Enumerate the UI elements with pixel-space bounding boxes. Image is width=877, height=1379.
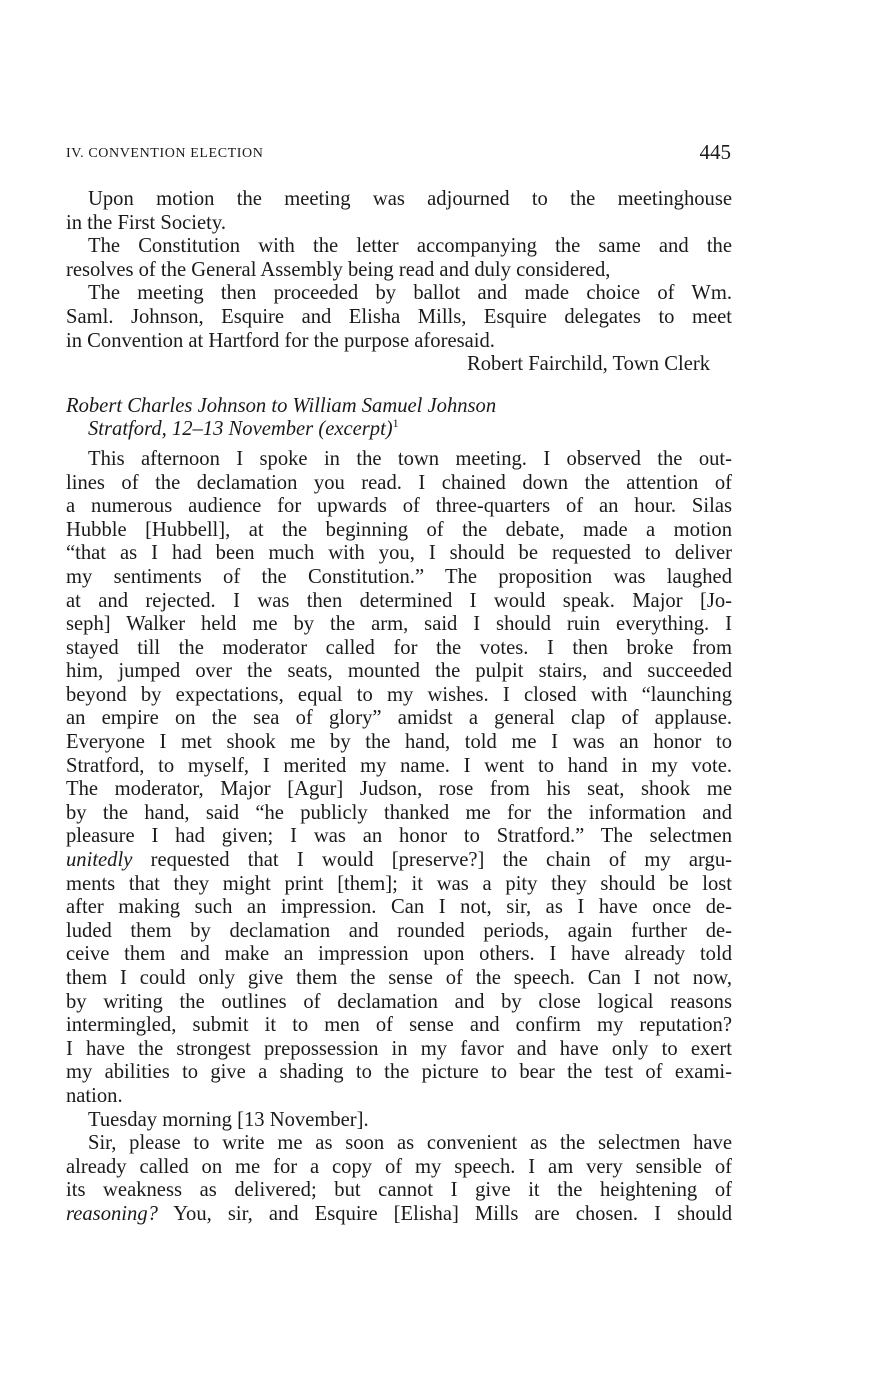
letter-line: by the hand, said “he publicly thanked me for the information and bbox=[66, 801, 732, 824]
letter-line: my abilities to give a shading to the picture to bear the test of exami- bbox=[66, 1061, 732, 1084]
letter-line: Stratford, to myself, I merited my name. I went to hand in my vote. bbox=[66, 754, 732, 777]
letter-line: intermingled, submit it to men of sense and confirm my reputation? bbox=[66, 1014, 732, 1037]
letter-line bbox=[66, 849, 732, 873]
letter-line: an empire on the sea of glory” amidst a general clap of applause. bbox=[66, 707, 732, 730]
meeting-record-line: The meeting then proceeded by ballot and made choice of Wm. bbox=[88, 282, 732, 305]
letter-line: I have the strongest prepossession in my favor and have only to exert bbox=[66, 1037, 732, 1060]
letter-line: them I could only give them the sense of the speech. Can I not now, bbox=[66, 967, 732, 989]
meeting-record-line: The Constitution with the letter accompanying the same and the bbox=[88, 235, 732, 258]
letter-line: Sir, please to write me as soon as convenient as the selectmen have bbox=[88, 1132, 732, 1155]
meeting-record-line: in the First Society. bbox=[66, 211, 226, 234]
letter-line: already called on me for a copy of my speech. I am very sensible of bbox=[66, 1155, 732, 1178]
letter-line: “that as I had been much with you, I should be requested to deliver bbox=[66, 542, 732, 565]
emphasis-unitedly: unitedly bbox=[66, 849, 133, 872]
letter-line: The moderator, Major [Agur] Judson, rose from his seat, shook me bbox=[66, 778, 732, 801]
letter-line: a numerous audience for upwards of three-quarters of an hour. Silas bbox=[66, 495, 732, 518]
footnote-marker: 1 bbox=[392, 416, 399, 431]
letter-line: Everyone I met shook me by the hand, told me I was an honor to bbox=[66, 731, 732, 754]
letter-line-text: You, sir, and Esquire [Elisha] Mills are chosen. I should bbox=[157, 1202, 732, 1225]
letter-line: at and rejected. I was then determined I would speak. Major [Jo- bbox=[66, 589, 732, 612]
section-gap bbox=[66, 377, 732, 395]
letter-line: my sentiments of the Constitution.” The proposition was laughed bbox=[66, 565, 732, 588]
meeting-record bbox=[66, 188, 732, 377]
document-subtitle-text: Stratford, 12–13 November (excerpt) bbox=[88, 418, 393, 441]
town-clerk-signature: Robert Fairchild, Town Clerk bbox=[467, 353, 710, 376]
document-title: Robert Charles Johnson to William Samuel Johnson bbox=[66, 394, 497, 417]
letter-line: by writing the outlines of declamation and by close logical reasons bbox=[66, 990, 732, 1013]
letter-line bbox=[66, 1203, 732, 1227]
letter-line: luded them by declamation and rounded periods, again further de- bbox=[66, 919, 732, 942]
letter-line: beyond by expectations, equal to my wishes. I closed with “launching bbox=[66, 683, 732, 706]
meeting-record-line: in Convention at Hartford for the purpose aforesaid. bbox=[66, 329, 495, 352]
letter-line: This afternoon I spoke in the town meeting. I observed the out- bbox=[88, 447, 732, 470]
meeting-record-line: Saml. Johnson, Esquire and Elisha Mills, Esquire delegates to meet bbox=[66, 305, 732, 328]
letter bbox=[66, 395, 732, 1227]
meeting-record-line: resolves of the General Assembly being read and duly considered, bbox=[66, 258, 611, 281]
letter-line: Hubble [Hubbell], at the beginning of the debate, made a motion bbox=[66, 518, 732, 541]
page-body bbox=[66, 188, 732, 1227]
letter-line: ments that they might print [them]; it was a pity they should be lost bbox=[66, 872, 732, 895]
emphasis-reasoning: reasoning? bbox=[66, 1202, 158, 1225]
letter-line: lines of the declamation you read. I chained down the attention of bbox=[66, 471, 732, 494]
letter-line: nation. bbox=[66, 1084, 123, 1107]
tuesday-line: Tuesday morning [13 November]. bbox=[88, 1108, 369, 1131]
letter-line-text: requested that I would [preserve?] the chain of my argu- bbox=[132, 849, 732, 872]
letter-line: him, jumped over the seats, mounted the pulpit stairs, and succeeded bbox=[66, 660, 732, 683]
letter-line: pleasure I had given; I was an honor to Stratford.” The selectmen bbox=[66, 825, 732, 848]
letter-line: seph] Walker held me by the arm, said I should ruin everything. I bbox=[66, 613, 732, 636]
running-head: IV. CONVENTION ELECTION bbox=[66, 146, 264, 161]
letter-line: its weakness as delivered; but cannot I give it the heightening of bbox=[66, 1179, 732, 1202]
letter-line: stayed till the moderator called for the votes. I then broke from bbox=[66, 636, 732, 659]
meeting-record-line: Upon motion the meeting was adjourned to the meetinghouse bbox=[88, 188, 732, 210]
page-number: 445 bbox=[699, 140, 731, 164]
document-subtitle bbox=[66, 418, 732, 442]
letter-line: ceive them and make an impression upon others. I have already told bbox=[66, 943, 732, 966]
letter-line: after making such an impression. Can I not, sir, as I have once de- bbox=[66, 896, 732, 919]
